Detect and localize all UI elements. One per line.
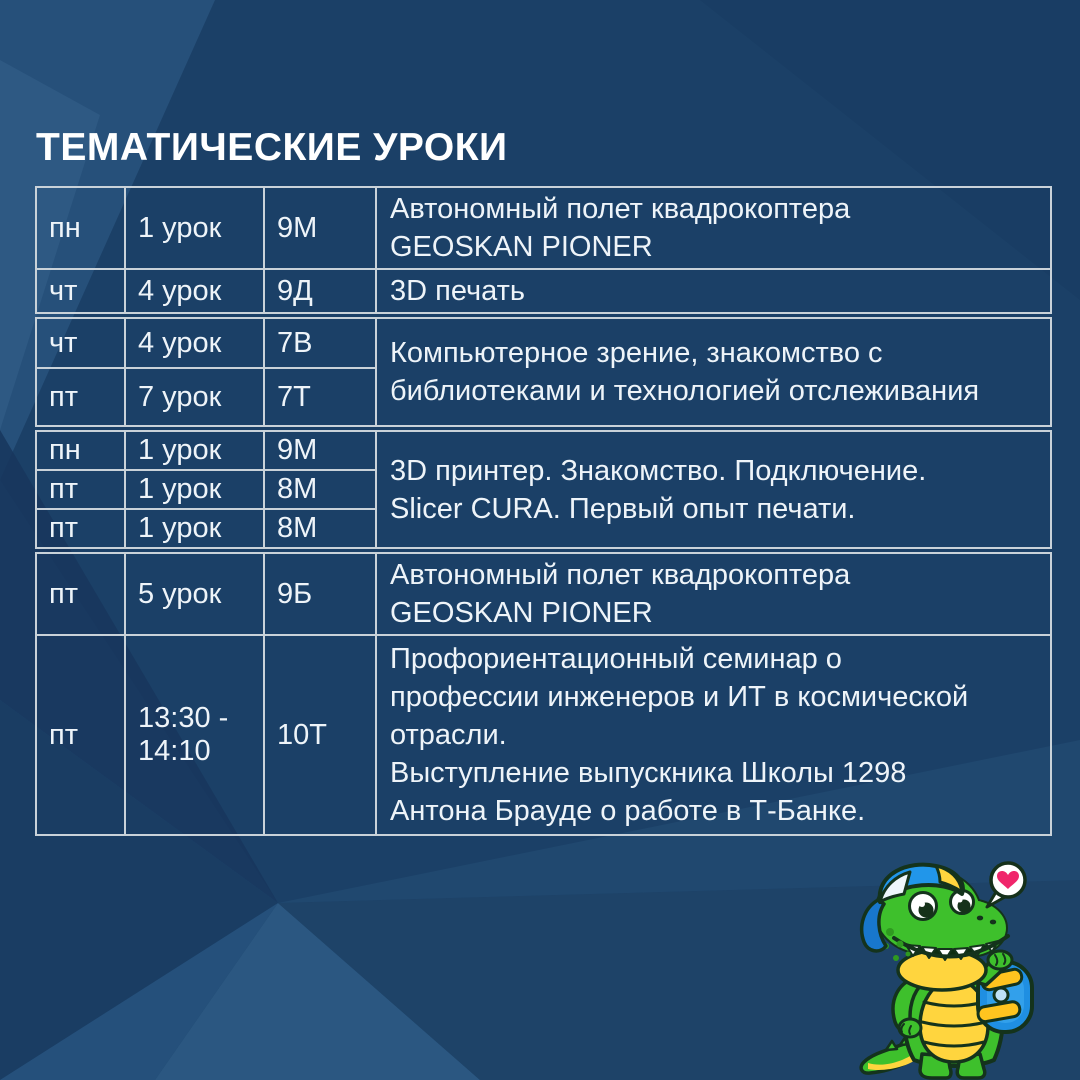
lesson-cell: 5 урок: [125, 553, 264, 635]
class-cell: 9М: [264, 431, 376, 470]
table-row: [36, 187, 1051, 269]
day-cell: пн: [36, 431, 125, 470]
description-cell: [376, 431, 1051, 548]
schedule-group-4: [35, 552, 1052, 836]
day-cell: чт: [36, 269, 125, 313]
description-line: профессии инженеров и ИТ в космической: [390, 681, 969, 713]
day-cell: пт: [36, 553, 125, 635]
page-title: ТЕМАТИЧЕСКИЕ УРОКИ: [36, 126, 508, 169]
class-cell: 9Д: [264, 269, 376, 313]
description-cell: [376, 187, 1051, 269]
description-line: 3D печать: [390, 275, 525, 307]
description-cell: [376, 635, 1051, 835]
class-cell: 9М: [264, 187, 376, 269]
heart-speech-bubble: [987, 863, 1025, 907]
lesson-cell: 1 урок: [125, 431, 264, 470]
day-cell: пт: [36, 635, 125, 835]
lesson-cell: 4 урок: [125, 318, 264, 368]
lesson-cell: 13:30 - 14:10: [125, 635, 264, 835]
lesson-cell: 1 урок: [125, 509, 264, 548]
lesson-cell: 1 урок: [125, 470, 264, 509]
description-line: Профориентационный семинар о: [390, 643, 842, 675]
lesson-cell: 7 урок: [125, 368, 264, 426]
description-cell: [376, 269, 1051, 313]
table-row: [36, 318, 1051, 368]
class-cell: 10Т: [264, 635, 376, 835]
description-line: Компьютерное зрение, знакомство с: [390, 337, 883, 369]
class-cell: 7В: [264, 318, 376, 368]
table-row: [36, 431, 1051, 470]
table-row: [36, 553, 1051, 635]
description-line: GEOSKAN PIONER: [390, 597, 653, 629]
class-cell: 9Б: [264, 553, 376, 635]
schedule-group-2: [35, 317, 1052, 427]
day-cell: пт: [36, 368, 125, 426]
lesson-cell: 4 урок: [125, 269, 264, 313]
description-line: Автономный полет квадрокоптера: [390, 559, 851, 591]
class-cell: 8М: [264, 509, 376, 548]
schedule-group-1: [35, 186, 1052, 314]
description-line: GEOSKAN PIONER: [390, 231, 653, 263]
description-line: Автономный полет квадрокоптера: [390, 193, 851, 225]
description-line: отрасли.: [390, 719, 507, 751]
crocodile-mascot: [856, 854, 1068, 1080]
day-cell: пт: [36, 509, 125, 548]
day-cell: чт: [36, 318, 125, 368]
schedule-table: [35, 186, 1052, 836]
lesson-cell: 1 урок: [125, 187, 264, 269]
description-line: Выступление выпускника Школы 1298: [390, 757, 907, 789]
day-cell: пт: [36, 470, 125, 509]
description-line: Slicer CURA. Первый опыт печати.: [390, 492, 856, 525]
description-cell: [376, 318, 1051, 426]
class-cell: 7Т: [264, 368, 376, 426]
day-cell: пн: [36, 187, 125, 269]
description-line: Антона Брауде о работе в Т-Банке.: [390, 795, 866, 827]
schedule-group-3: [35, 430, 1052, 549]
description-line: 3D принтер. Знакомство. Подключение.: [390, 454, 927, 487]
class-cell: 8М: [264, 470, 376, 509]
table-row: [36, 635, 1051, 835]
table-row: [36, 269, 1051, 313]
description-line: библиотеками и технологией отслеживания: [390, 375, 980, 407]
description-cell: [376, 553, 1051, 635]
